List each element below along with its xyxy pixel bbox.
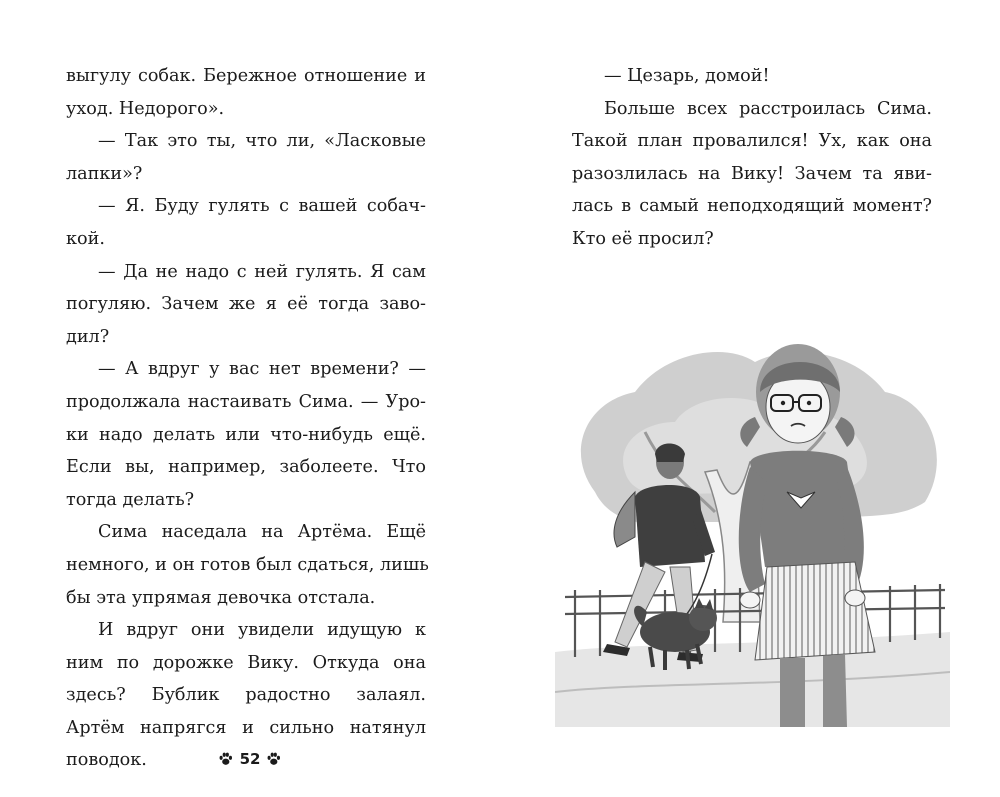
- text-line: — А вдруг у вас нет времени? —: [98, 359, 426, 380]
- left-text-column: [66, 60, 429, 777]
- right-paragraph: [572, 93, 932, 256]
- text-line: Больше всех расстроилась Сима.: [604, 98, 932, 119]
- left-paragraph: [66, 353, 426, 516]
- text-line: Кто её просил?: [572, 228, 714, 249]
- page-number: 52: [239, 750, 261, 768]
- right-text-column: [572, 60, 932, 256]
- text-line: И вдруг они увидели идущую к: [98, 620, 426, 641]
- text-line: — Так это ты, что ли, «Ласковые: [98, 131, 426, 152]
- text-line: Если вы, например, заболеете. Что: [66, 457, 426, 478]
- text-line: — Цезарь, домой!: [604, 66, 770, 86]
- left-paragraph: [66, 256, 426, 354]
- text-line: кой.: [66, 228, 105, 249]
- page-footer: [218, 747, 282, 771]
- paw-print-icon: [218, 751, 234, 767]
- text-line: разозлилась на Вику! Зачем та яви-: [572, 163, 932, 184]
- left-paragraph: [66, 516, 429, 614]
- text-line: лась в самый неподходящий момент?: [572, 196, 932, 217]
- text-line: — Да не надо с ней гулять. Я сам: [98, 261, 426, 282]
- text-line: Артём напрягся и сильно натянул: [66, 717, 426, 738]
- text-line: Сима наседала на Артёма. Ещё: [98, 522, 426, 543]
- text-line: тогда делать?: [66, 489, 195, 510]
- text-line: лапки»?: [66, 163, 143, 184]
- left-paragraph: [66, 190, 426, 255]
- text-line: уход. Недорого».: [66, 98, 225, 119]
- text-line: выгулу собак. Бережное отношение и: [66, 66, 426, 86]
- text-line: — Я. Буду гулять с вашей собач-: [98, 196, 426, 217]
- text-line: погуляю. Зачем же я её тогда заво-: [66, 294, 426, 315]
- illustration: [555, 322, 950, 727]
- right-paragraph: [572, 60, 932, 93]
- left-paragraph: [66, 125, 426, 190]
- text-line: здесь? Бублик радостно залаял.: [66, 685, 426, 706]
- text-line: ним по дорожке Вику. Откуда она: [66, 652, 426, 673]
- paw-print-icon: [266, 751, 282, 767]
- text-line: продолжала настаивать Сима. — Уро-: [66, 391, 426, 412]
- text-line: ки надо делать или что-нибудь ещё.: [66, 424, 426, 445]
- text-line: немного, и он готов был сдаться, лишь: [66, 554, 429, 575]
- text-line: дил?: [66, 326, 110, 347]
- text-line: бы эта упрямая девочка отстала.: [66, 587, 376, 608]
- left-paragraph: [66, 60, 426, 125]
- text-line: поводок.: [66, 750, 147, 771]
- text-line: Такой план провалился! Ух, как она: [572, 131, 932, 152]
